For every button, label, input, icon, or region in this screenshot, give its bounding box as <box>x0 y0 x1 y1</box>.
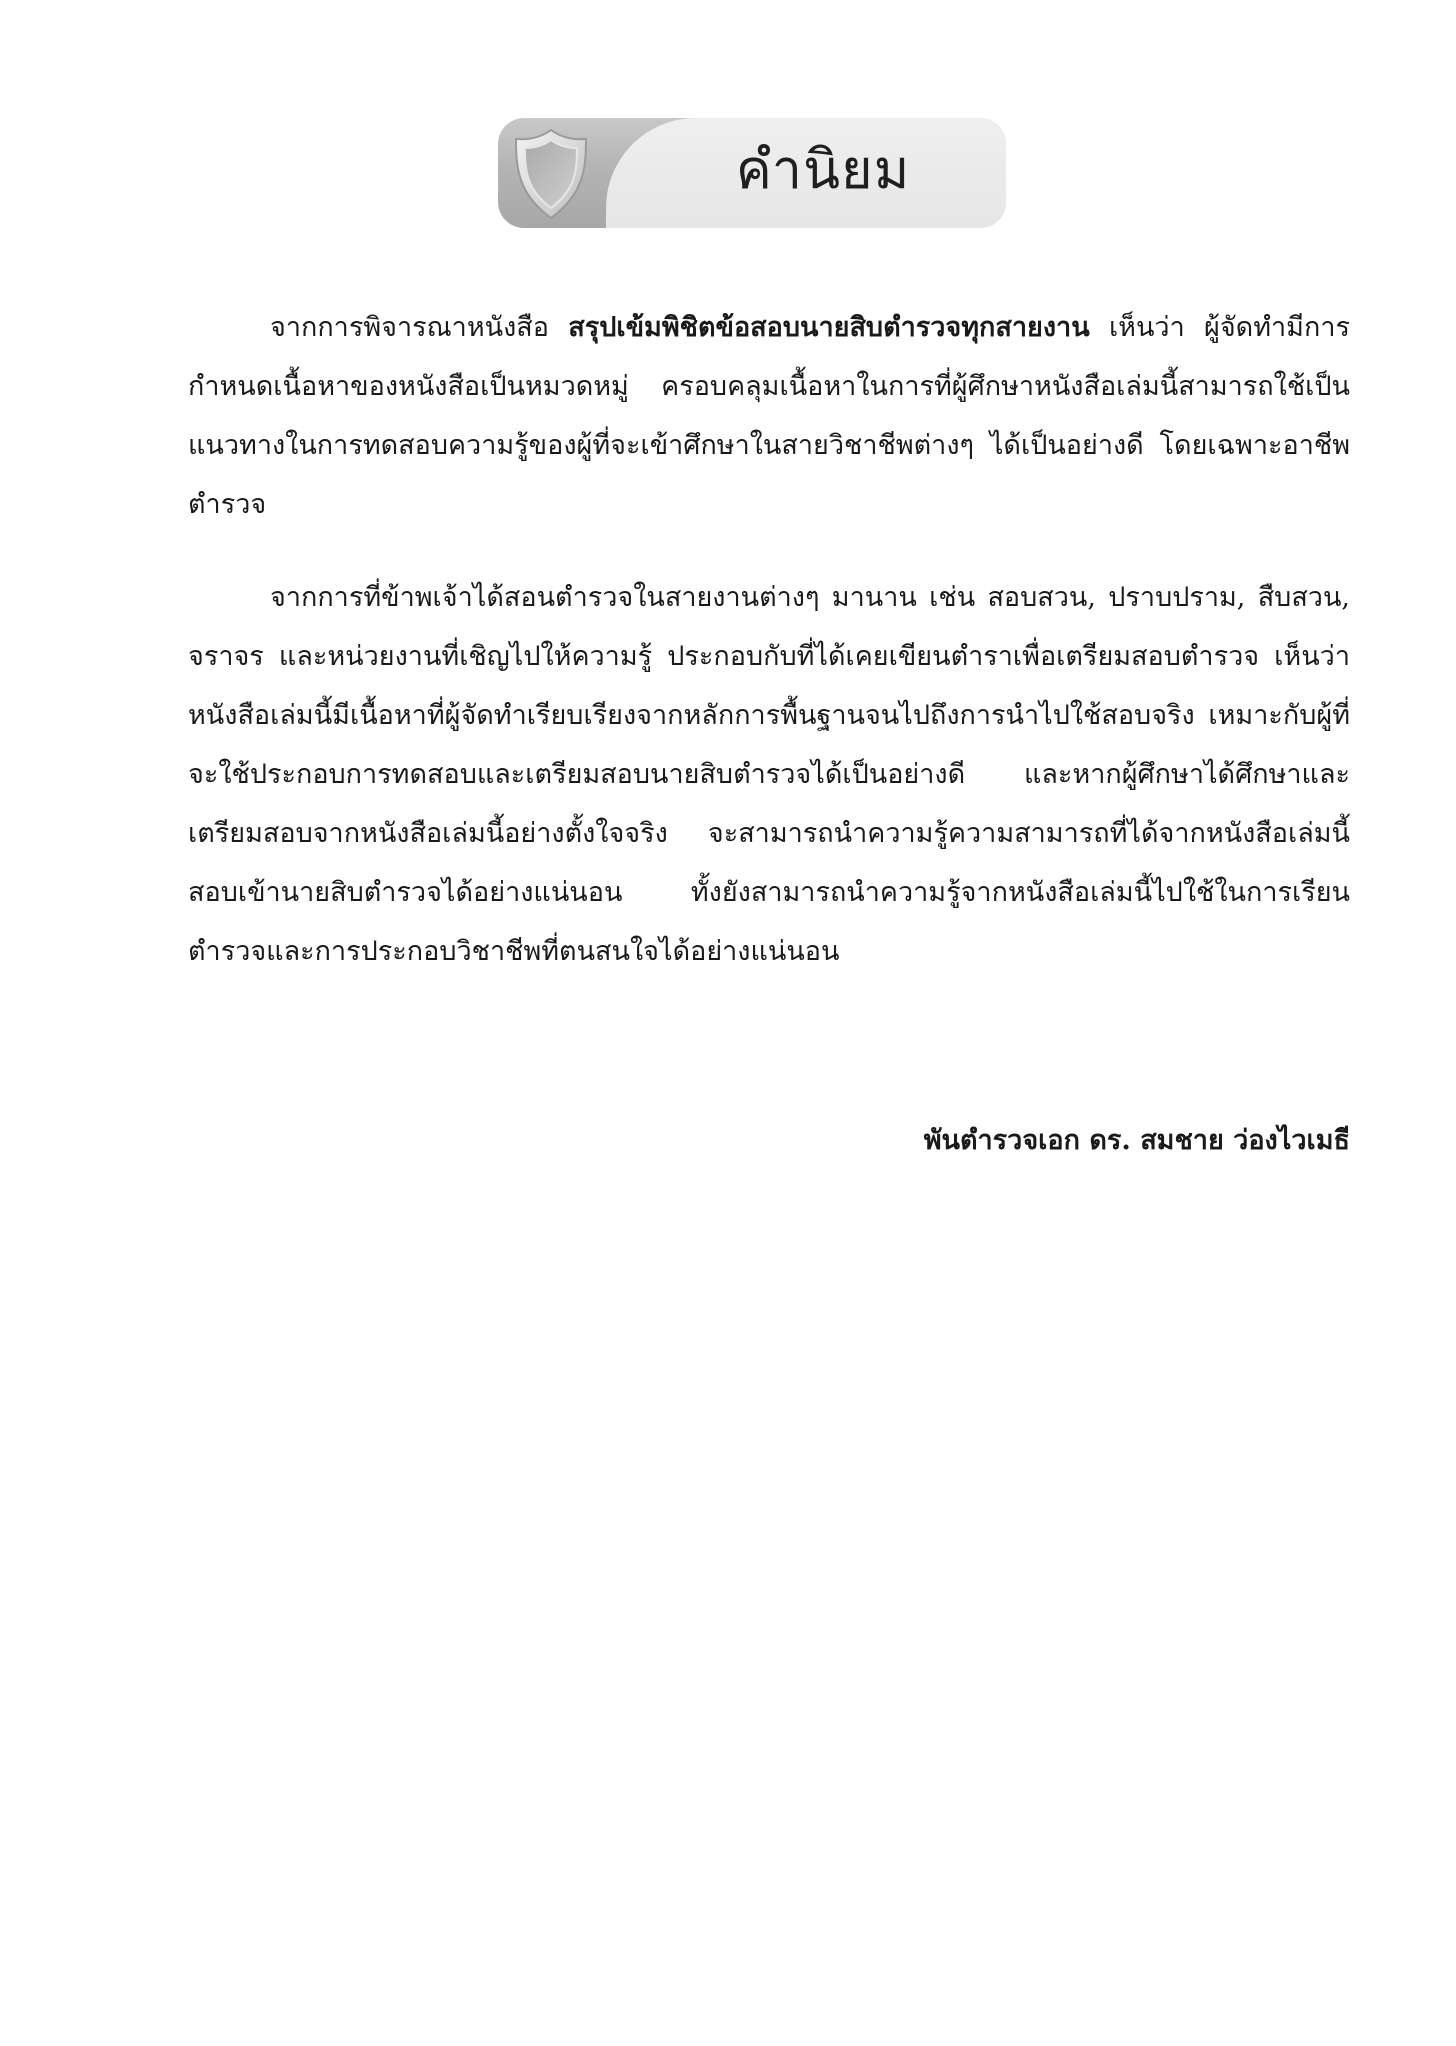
paragraph-1-rest: เห็นว่า ผู้จัดทำมีการกำหนดเนื้อหาของหนังสือเป็นหมวดหมู่ ครอบคลุมเนื้อหาในการที่ผู้ศึกษาหนังสือเล่มนี้สามารถใช้เป็นแนวทางในการทดสอบความรู้ของผู้ที่จะเข้าศึกษาในสายวิชาชีพต่างๆ ได้เป็นอย่างดี โดยเฉพาะอาชีพตำรวจ <box>188 312 1350 520</box>
police-badge-icon <box>512 128 590 220</box>
paragraph-1-lead: จากการพิจารณาหนังสือ <box>270 312 569 343</box>
book-title: สรุปเข้มพิชิตข้อสอบนายสิบตำรวจทุกสายงาน <box>568 312 1090 343</box>
signature: พันตำรวจเอก ดร. สมชาย ว่องไวเมธี <box>923 1125 1350 1156</box>
paragraph-1 <box>188 298 1350 534</box>
paragraph-2: จากการที่ข้าพเจ้าได้สอนตำรวจในสายงานต่างๆ มานาน เช่น สอบสวน, ปราบปราม, สืบสวน, จราจร และหน่วยงานที่เชิญไปให้ความรู้ ประกอบกับที่ได้เคยเขียนตำราเพื่อเตรียมสอบตำรวจ เห็นว่า หนังสือเล่มนี้มีเนื้อหาที่ผู้จัดทำเรียบเรียงจากหลักการพื้นฐานจนไปถึงการนำไปใช้สอบจริง เหมาะกับผู้ที่จะใช้ประกอบการทดสอบและเตรียมสอบนายสิบตำรวจได้เป็นอย่างดี และหากผู้ศึกษาได้ศึกษาและเตรียมสอบจากหนังสือเล่มนี้อย่างตั้งใจจริง จะสามารถนำความรู้ความสามารถที่ได้จากหนังสือเล่มนี้สอบเข้านายสิบตำรวจได้อย่างแน่นอน ทั้งยังสามารถนำความรู้จากหนังสือเล่มนี้ไปใช้ในการเรียนตำรวจและการประกอบวิชาชีพที่ตนสนใจได้อย่างแน่นอน <box>188 582 1350 967</box>
page-title: คำนิยม <box>735 138 911 201</box>
foreword-body <box>188 298 1350 981</box>
header-banner <box>498 118 1006 228</box>
